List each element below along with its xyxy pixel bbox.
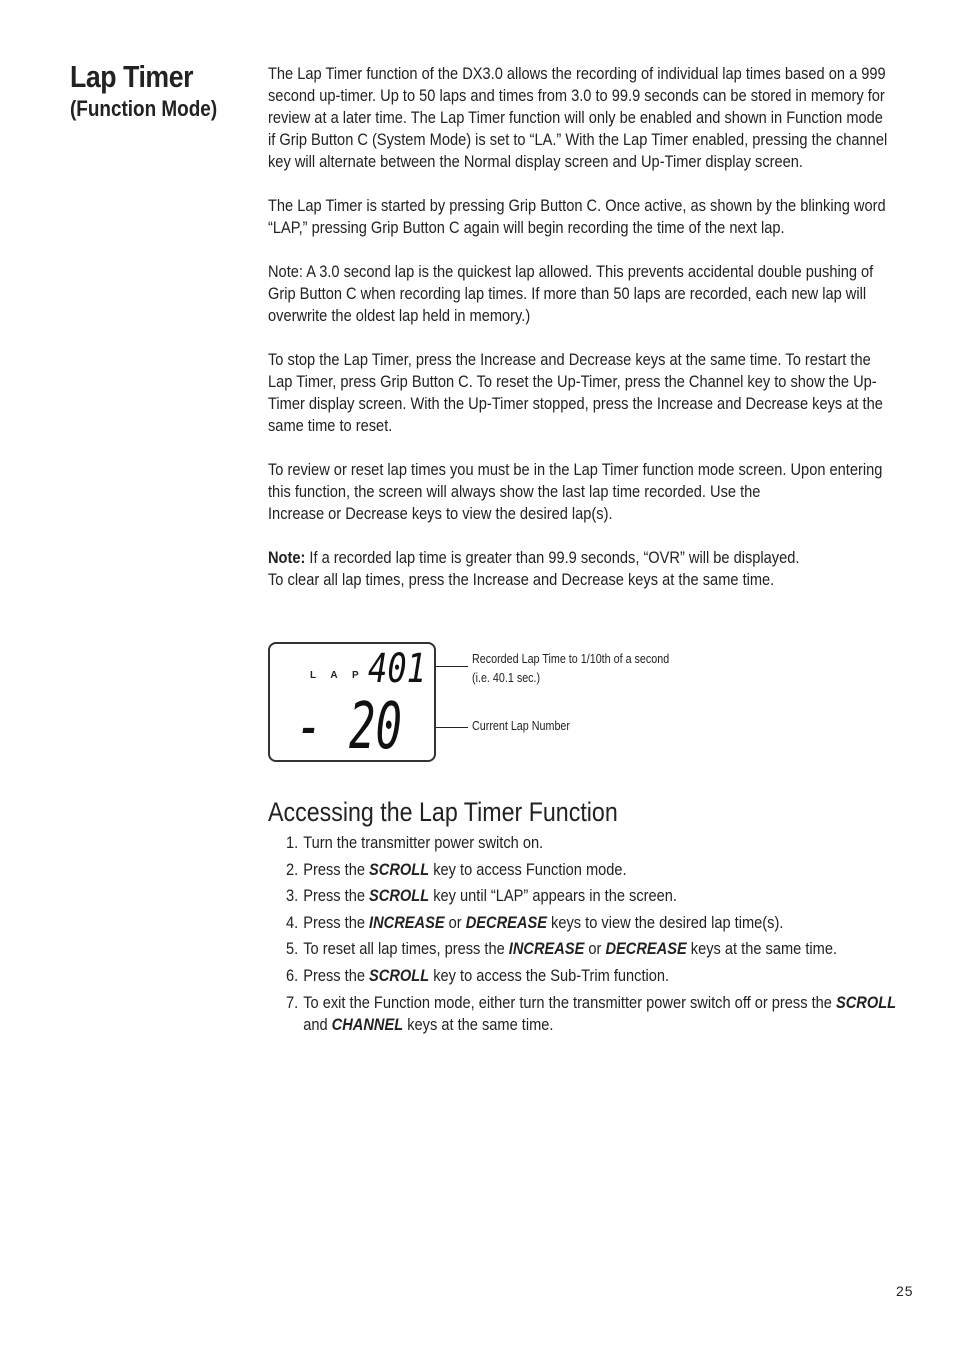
page-number: 25: [896, 1283, 914, 1299]
step-number: 5.: [286, 939, 299, 959]
callout-line-time: [436, 666, 468, 667]
step-text-part: Turn the transmitter power switch on.: [303, 833, 544, 852]
intro-paragraph-5a: To review or reset lap times you must be in the Lap Timer function mode screen. Upon entering this function, the screen will always show the last lap time recorded. Use the: [268, 460, 883, 501]
step-text-part: Press the: [303, 912, 370, 932]
step-text-part: To exit the Function mode, either turn the transmitter power switch off or press the: [303, 992, 836, 1012]
key-name: SCROLL: [369, 859, 430, 879]
step-text: [303, 832, 905, 854]
lcd-display: [268, 642, 436, 762]
step-text: [303, 965, 905, 987]
callout-lap-time-line-1: Recorded Lap Time to 1/10th of a second: [472, 652, 670, 666]
note-label: Note:: [268, 548, 306, 567]
steps-list: [286, 832, 905, 1040]
intro-paragraph-3: Note: A 3.0 second lap is the quickest lap allowed. This prevents accidental double pushing of Grip Button C when recording lap times. If more than 50 laps are recorded, each new lap will overwrite the oldest lap held in memory.): [268, 262, 874, 325]
key-name: SCROLL: [369, 965, 430, 985]
step-text-part: keys at the same time.: [686, 939, 838, 959]
key-name: SCROLL: [835, 992, 897, 1012]
list-item: [286, 912, 905, 934]
list-item: [286, 885, 905, 907]
step-number: 6.: [286, 965, 299, 985]
step-text-part: key to access Function mode.: [429, 859, 627, 879]
step-text-part: or: [444, 912, 466, 932]
step-number: 3.: [286, 886, 299, 906]
step-text-part: To reset all lap times, press the: [303, 939, 509, 959]
intro-paragraph-5: [268, 459, 887, 525]
step-text: [303, 992, 905, 1036]
step-text: [303, 859, 905, 881]
step-text-part: Press the: [303, 886, 370, 906]
key-name: SCROLL: [369, 886, 430, 906]
step-number: 4.: [286, 912, 299, 932]
callout-lap-time: [472, 650, 669, 688]
callout-lap-number: Current Lap Number: [472, 719, 570, 733]
step-text: [303, 912, 905, 934]
list-item: [286, 832, 905, 854]
lcd-lap-number-digits: - 20: [296, 690, 402, 764]
note-paragraph: [268, 547, 887, 591]
callout-lap-time-line-2: (i.e. 40.1 sec.): [472, 671, 541, 685]
key-name: DECREASE: [605, 939, 687, 959]
page-subtitle: (Function Mode): [70, 96, 218, 121]
note-line-1: If a recorded lap time is greater than 99.9 seconds, “OVR” will be displayed.: [305, 548, 800, 567]
key-name: DECREASE: [465, 912, 547, 932]
note-line-2: To clear all lap times, press the Increase and Decrease keys at the same time.: [268, 570, 775, 589]
callout-line-lap: [436, 727, 468, 728]
intro-text: [268, 63, 887, 613]
step-number: 1.: [286, 833, 299, 852]
step-text-part: keys to view the desired lap time(s).: [546, 912, 784, 932]
intro-paragraph-5b: Increase or Decrease keys to view the desired lap(s).: [268, 504, 613, 523]
step-text: [303, 938, 905, 960]
step-text-part: key until “LAP” appears in the screen.: [429, 886, 677, 906]
lcd-digits-svg: [270, 644, 434, 764]
key-name: CHANNEL: [331, 1014, 404, 1034]
list-item: [286, 965, 905, 987]
intro-paragraph-4: To stop the Lap Timer, press the Increase and Decrease keys at the same time. To restart the Lap Timer, press Grip Button C. To reset the Up-Timer, press the Channel key to show the Up-Timer display screen. With the Up-Timer stopped, press the Increase and Decrease keys at the same time to reset.: [268, 350, 883, 435]
step-text-part: and: [303, 1014, 332, 1034]
key-name: INCREASE: [369, 912, 445, 932]
step-text-part: Press the: [303, 859, 370, 879]
step-text-part: keys at the same time.: [403, 1014, 554, 1034]
lcd-lap-time-digits: 401: [368, 646, 426, 692]
step-text-part: or: [584, 939, 606, 959]
step-text-part: Press the: [303, 965, 370, 985]
step-text-part: key to access the Sub-Trim function.: [429, 965, 670, 985]
list-item: [286, 992, 905, 1036]
lcd-lap-indicator: L A P: [310, 670, 365, 681]
step-number: 7.: [286, 992, 299, 1012]
step-number: 2.: [286, 859, 299, 879]
section-heading: Accessing the Lap Timer Function: [268, 797, 618, 827]
list-item: [286, 938, 905, 960]
step-text: [303, 885, 905, 907]
intro-paragraph-1: The Lap Timer function of the DX3.0 allows the recording of individual lap times based on a 999 second up-timer. Up to 50 laps and times from 3.0 to 99.9 seconds can be stored in memory for review at a later time. The Lap Timer function will only be enabled and shown in Function mode if Grip Button C (System Mode) is set to “LA.” With the Lap Timer enabled, pressing the channel key will alternate between the Normal display screen and Up-Timer display screen.: [268, 64, 888, 171]
key-name: INCREASE: [508, 939, 585, 959]
list-item: [286, 859, 905, 881]
page-title: Lap Timer: [70, 59, 194, 94]
intro-paragraph-2: The Lap Timer is started by pressing Grip Button C. Once active, as shown by the blinking word “LAP,” pressing Grip Button C again will begin recording the time of the next lap.: [268, 196, 886, 237]
display-callouts: [434, 640, 734, 760]
